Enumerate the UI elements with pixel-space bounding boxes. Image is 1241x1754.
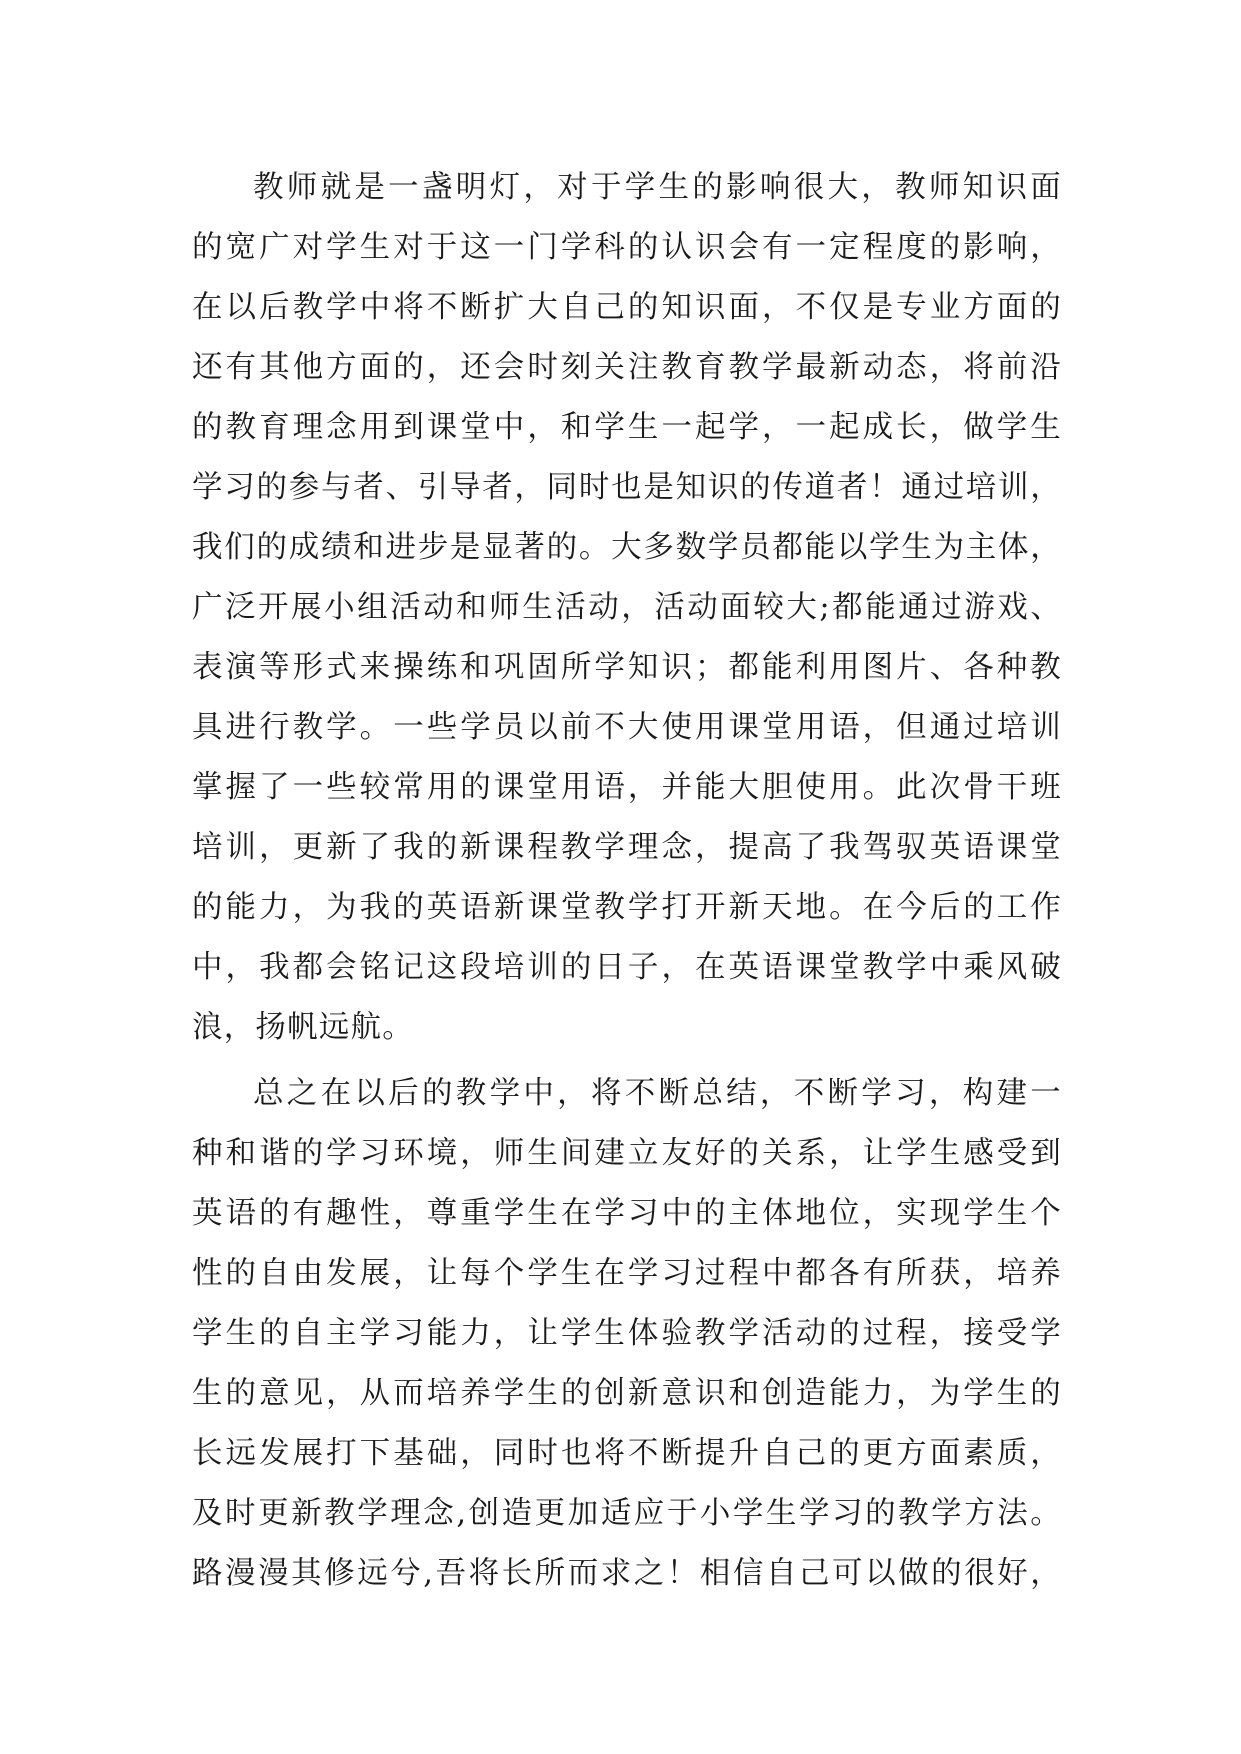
text-line: 中，我都会铭记这段培训的日子，在英语课堂教学中乘风破: [192, 950, 1062, 985]
text-line: 学习的参与者、引导者，同时也是知识的传道者！通过培训，: [192, 470, 1062, 505]
text-line: 英语的有趣性，尊重学生在学习中的主体地位，实现学生个: [192, 1196, 1062, 1231]
document-body: [192, 158, 1062, 1604]
paragraph-1: [192, 158, 1062, 1058]
text-line: 掌握了一些较常用的课堂用语，并能大胆使用。此次骨干班: [192, 770, 1062, 805]
text-line: 还有其他方面的，还会时刻关注教育教学最新动态，将前沿: [192, 350, 1062, 385]
text-line: 培训，更新了我的新课程教学理念，提高了我驾驭英语课堂: [192, 830, 1062, 865]
text-line: 表演等形式来操练和巩固所学知识；都能利用图片、各种教: [192, 650, 1062, 685]
text-line: 学生的自主学习能力，让学生体验教学活动的过程，接受学: [192, 1316, 1062, 1351]
text-line: 的能力，为我的英语新课堂教学打开新天地。在今后的工作: [192, 890, 1062, 925]
text-line: 性的自由发展，让每个学生在学习过程中都各有所获，培养: [192, 1256, 1062, 1291]
paragraph-2: [192, 1064, 1062, 1604]
text-line: 具进行教学。一些学员以前不大使用课堂用语，但通过培训: [192, 710, 1062, 745]
text-line: 广泛开展小组活动和师生活动，活动面较大;都能通过游戏、: [192, 590, 1062, 625]
text-line: 的宽广对学生对于这一门学科的认识会有一定程度的影响，: [192, 230, 1062, 265]
text-line: 总之在以后的教学中，将不断总结，不断学习，构建一: [253, 1076, 1062, 1111]
text-line: 的教育理念用到课堂中，和学生一起学，一起成长，做学生: [192, 410, 1062, 445]
text-line: 教师就是一盏明灯，对于学生的影响很大，教师知识面: [253, 170, 1062, 205]
text-line: 生的意见，从而培养学生的创新意识和创造能力，为学生的: [192, 1376, 1062, 1411]
text-line: 路漫漫其修远兮,吾将长所而求之！相信自己可以做的很好，: [192, 1556, 1062, 1591]
text-line: 种和谐的学习环境，师生间建立友好的关系，让学生感受到: [192, 1136, 1062, 1171]
text-line: 及时更新教学理念,创造更加适应于小学生学习的教学方法。: [192, 1496, 1062, 1531]
text-line: 在以后教学中将不断扩大自己的知识面，不仅是专业方面的: [192, 290, 1062, 325]
text-line: 长远发展打下基础，同时也将不断提升自己的更方面素质，: [192, 1436, 1062, 1471]
text-line: 浪，扬帆远航。: [192, 1010, 414, 1045]
text-line: 我们的成绩和进步是显著的。大多数学员都能以学生为主体，: [192, 530, 1062, 565]
